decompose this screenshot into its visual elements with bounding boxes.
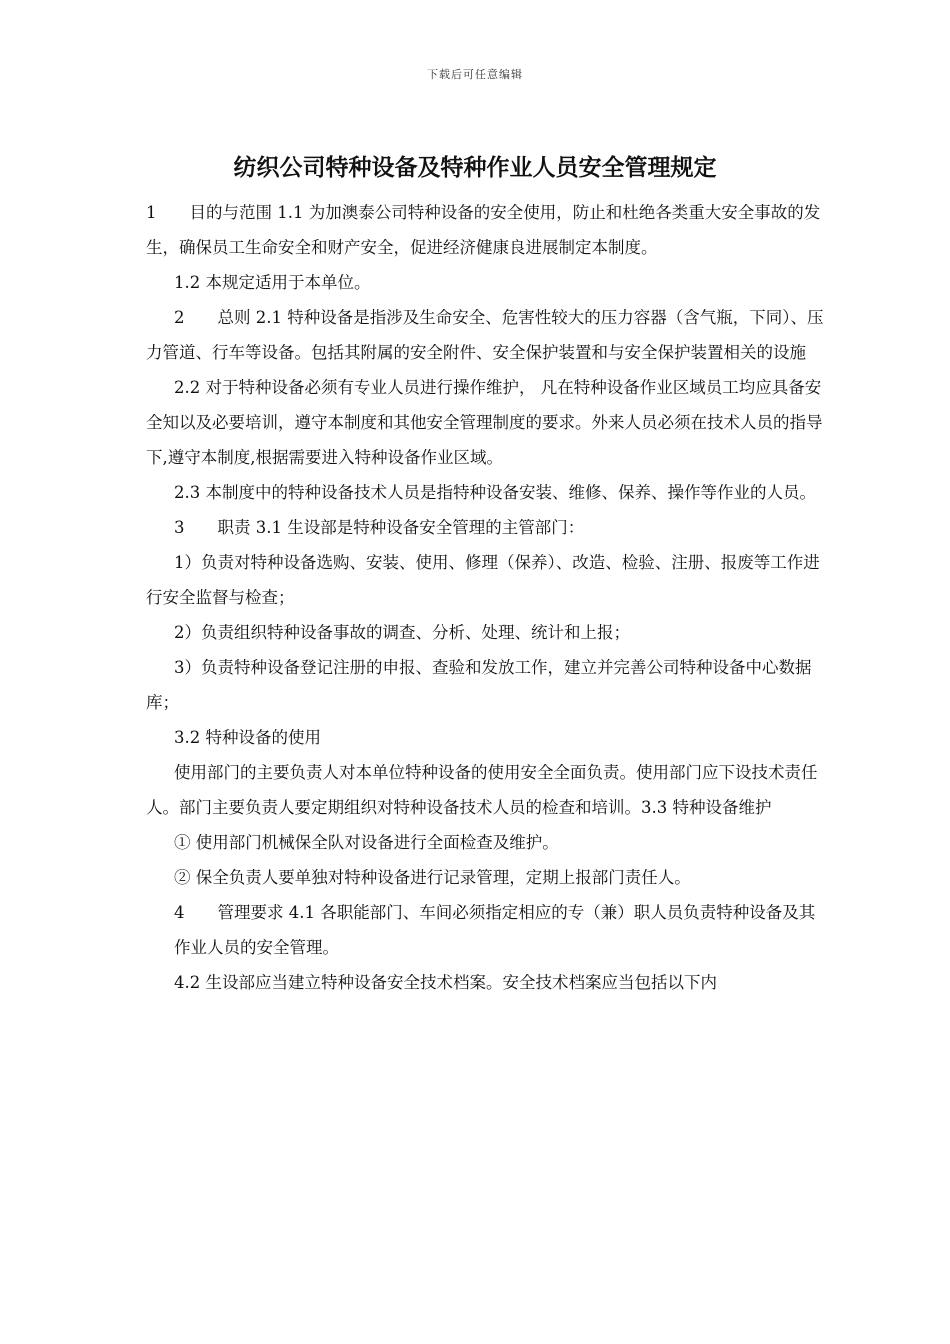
paragraph: 4.2 生设部应当建立特种设备安全技术档案。安全技术档案应当包括以下内 <box>174 973 717 992</box>
paragraph: 3 职责 3.1 生设部是特种设备安全管理的主管部门： <box>174 518 585 537</box>
paragraph: 作业人员的安全管理。 <box>174 938 339 957</box>
paragraph: 2.2 对于特种设备必须有专业人员进行操作维护， 凡在特种设备作业区域员工均应具备安全知以及必要培训，遵守本制度和其他安全管理制度的要求。外来人员必须在技术人员的指导下,遵守本制度,根据需要进入特种设备作业区域。 <box>146 378 823 467</box>
paragraph: ② 保全负责人要单独对特种设备进行记录管理，定期上报部门责任人。 <box>174 868 691 887</box>
paragraph: 3）负责特种设备登记注册的申报、查验和发放工作，建立并完善公司特种设备中心数据库； <box>146 658 812 712</box>
document-body <box>146 195 826 1000</box>
paragraph: 2）负责组织特种设备事故的调查、分析、处理、统计和上报； <box>174 623 630 642</box>
paragraph: 2 总则 2.1 特种设备是指涉及生命安全、危害性较大的压力容器（含气瓶，下同）、压力管道、行车等设备。包括其附属的安全附件、安全保护装置和与安全保护装置相关的设施 <box>146 308 824 362</box>
paragraph: 2.3 本制度中的特种设备技术人员是指特种设备安装、维修、保养、操作等作业的人员。 <box>174 483 816 502</box>
document-title: 纺织公司特种设备及特种作业人员安全管理规定 <box>233 154 717 181</box>
paragraph: 使用部门的主要负责人对本单位特种设备的使用安全全面负责。使用部门应下设技术责任人。部门主要负责人要定期组织对特种设备技术人员的检查和培训。3.3 特种设备维护 <box>146 763 818 817</box>
paragraph: 1）负责对特种设备选购、安装、使用、修理（保养）、改造、检验、注册、报废等工作进行安全监督与检查； <box>146 553 820 607</box>
paragraph: ① 使用部门机械保全队对设备进行全面检查及维护。 <box>174 833 559 852</box>
paragraph: 4 管理要求 4.1 各职能部门、车间必须指定相应的专（兼）职人员负责特种设备及其 <box>174 903 816 922</box>
header-note: 下载后可任意编辑 <box>427 68 523 81</box>
paragraph: 3.2 特种设备的使用 <box>174 728 321 747</box>
paragraph: 1 目的与范围 1.1 为加澳泰公司特种设备的安全使用，防止和杜绝各类重大安全事故的发生，确保员工生命安全和财产安全，促进经济健康良进展制定本制度。 <box>146 203 821 257</box>
paragraph: 1.2 本规定适用于本单位。 <box>174 273 371 292</box>
